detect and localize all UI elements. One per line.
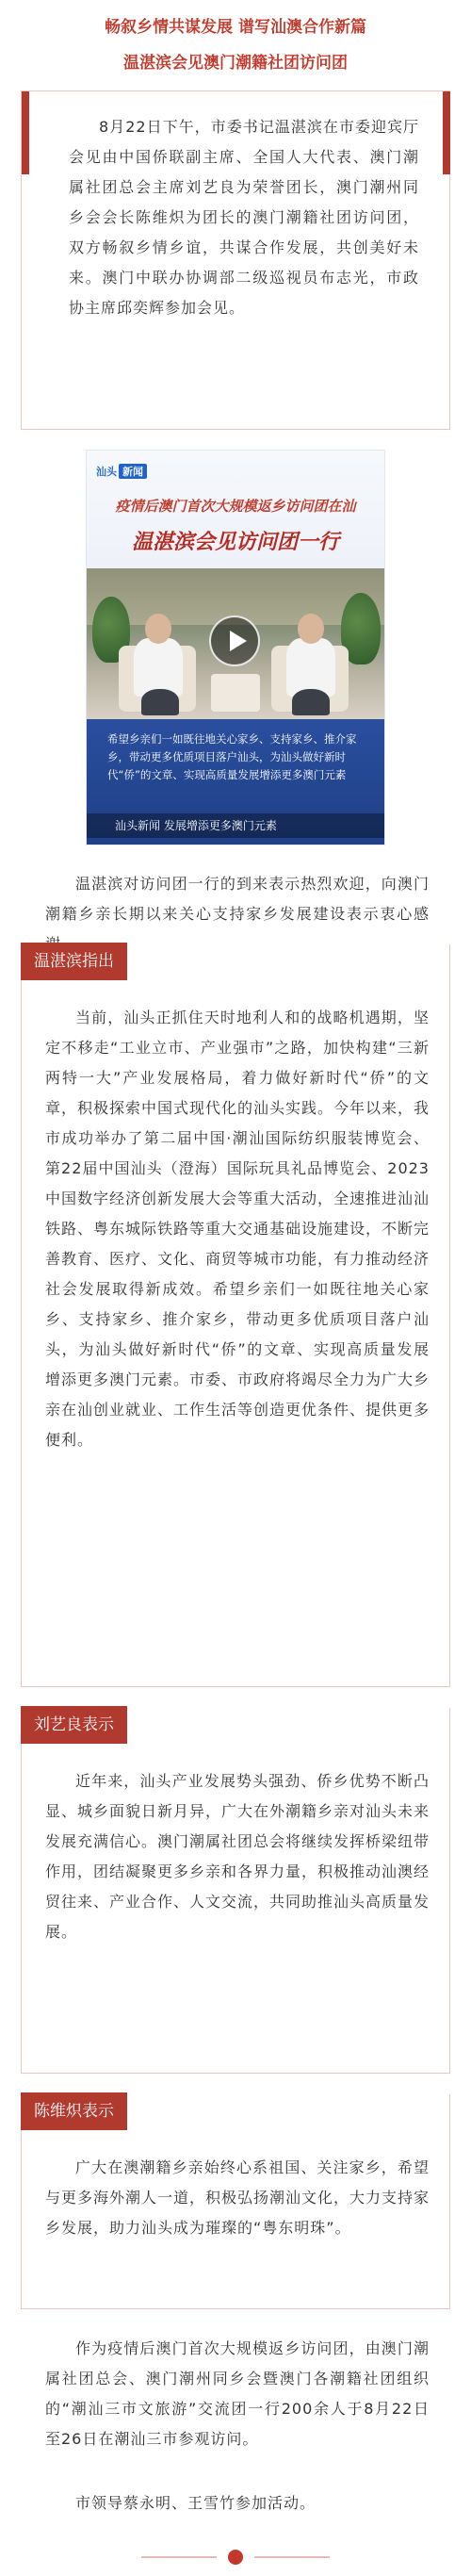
scene-person-right — [286, 638, 335, 697]
play-button-icon[interactable] — [209, 615, 260, 666]
section-2-text: 近年来，汕头产业发展势头强劲、侨乡优势不断凸显、城乡面貌日新月异，广大在外潮籍乡亲对汕头未来发展充满信心。澳门潮属社团总会将继续发挥桥梁纽带作用，团结凝聚更多乡亲和各界力量，积极推动汕澳经贸往来、产业合作、人文交流，共同助推汕头高质量发展。 — [45, 1772, 430, 1941]
section-2-label-text: 刘艺良表示 — [21, 1706, 127, 1744]
scene-person-right-head — [298, 614, 324, 644]
video-logo-text: 汕头 — [96, 466, 117, 478]
section-3-text: 广大在澳潮籍乡亲始终心系祖国、关注家乡，希望与更多海外潮人一道，积极弘扬潮汕文化，大力支持家乡发展，助力汕头成为璀璨的“粤东明珠”。 — [45, 2158, 430, 2237]
video-caption-panel — [87, 719, 384, 845]
closing-paragraph-1: 作为疫情后澳门首次大规模返乡访问团，由澳门潮属社团总会、澳门潮州同乡会暨澳门各潮籍社团组织的“潮汕三市文旅游”交流团一行200余人于8月22日至26日在潮汕三市参观访问。 — [45, 2339, 430, 2448]
headline-line-1: 畅叙乡情共谋发展 谱写汕澳合作新篇 — [105, 18, 366, 37]
video-title-panel — [87, 451, 384, 568]
video-frame-image — [87, 568, 384, 719]
video-title-line-2: 温湛滨会见访问团一行 — [131, 531, 339, 554]
footer-dot — [228, 2550, 243, 2565]
scene-person-left-legs — [141, 689, 179, 715]
headline-line-2: 温湛滨会见澳门潮籍社团访问团 — [123, 54, 348, 73]
section-3-label-text: 陈维炽表示 — [21, 2092, 127, 2130]
lead-box — [21, 90, 450, 430]
video-player[interactable] — [87, 451, 384, 845]
footer-divider-right — [254, 2556, 330, 2558]
video-logo-tag: 新闻 — [119, 464, 147, 479]
lead-box-right-bar — [443, 91, 450, 174]
footer-divider-left — [141, 2556, 217, 2558]
intro-paragraph-2: 温湛滨对访问团一行的到来表示热烈欢迎，向澳门潮籍乡亲长期以来关心支持家乡发展建设表示衷心感 — [45, 875, 430, 923]
video-logo — [96, 464, 147, 479]
video-subtitle-bar: 汕头新闻 发展增添更多澳门元素 — [87, 813, 384, 838]
section-1-label-text: 温湛滨指出 — [21, 943, 127, 980]
scene-person-right-legs — [292, 689, 330, 715]
lead-box-left-bar — [22, 91, 29, 174]
video-caption-text: 希望乡亲们一如既往地关心家乡、支持家乡、推介家乡，带动更多优质项目落户汕头，为汕头做好新时代“侨”的文章、实现高质量发展增添更多澳门元素 — [107, 732, 357, 781]
closing-paragraph-2: 市领导蔡永明、王雪竹参加活动。 — [75, 2494, 317, 2512]
section-1-text: 当前，汕头正抓住天时地利人和的战略机遇期，坚定不移走“工业立市、产业强市”之路，加快构建“三新两特一大”产业发展格局，着力做好新时代“侨”的文章，积极探索中国式现代化的汕头实践。今年以来，我市成功举办了第二届中国·潮汕国际纺织服装博览会、第22届中国汕头（澄海）国际玩具礼品博览会、2023中国数字经济创新发展大会等重大活动，全速推进汕汕铁路、粤东城际铁路等重大交通基础设施建设，不断完善教育、医疗、文化、商贸等城市功能，有力推动经济社会发展取得新成效。希望乡亲们一如既往地关心家乡、支持家乡、推介家乡，带动更多优质项目落户汕头，为汕头做好新时代“侨”的文章、实现高质量发展增添更多澳门元素。市委、市政府将竭尽全力为广大乡亲在汕创业就业、工作生活等创造更优条件、提供更多便利。 — [45, 1009, 430, 1449]
video-title-line-1: 疫情后澳门首次大规模返乡访问团在汕 — [115, 498, 356, 515]
scene-side-table — [211, 674, 260, 712]
scene-person-left — [134, 638, 183, 697]
lead-paragraph: 8月22日下午，市委书记温湛滨在市委迎宾厅会见由中国侨联副主席、全国人大代表、澳门潮属社团总会主席刘艺良为荣誉团长，澳门潮州同乡会会长陈维炽为团长的澳门潮籍社团访问团，双方畅叙乡情乡谊，共谋合作发展，共创美好未来。澳门中联办协调部二级巡视员布志光，市政协主席邱奕辉参加会见。 — [69, 118, 419, 317]
scene-person-left-head — [145, 614, 171, 644]
